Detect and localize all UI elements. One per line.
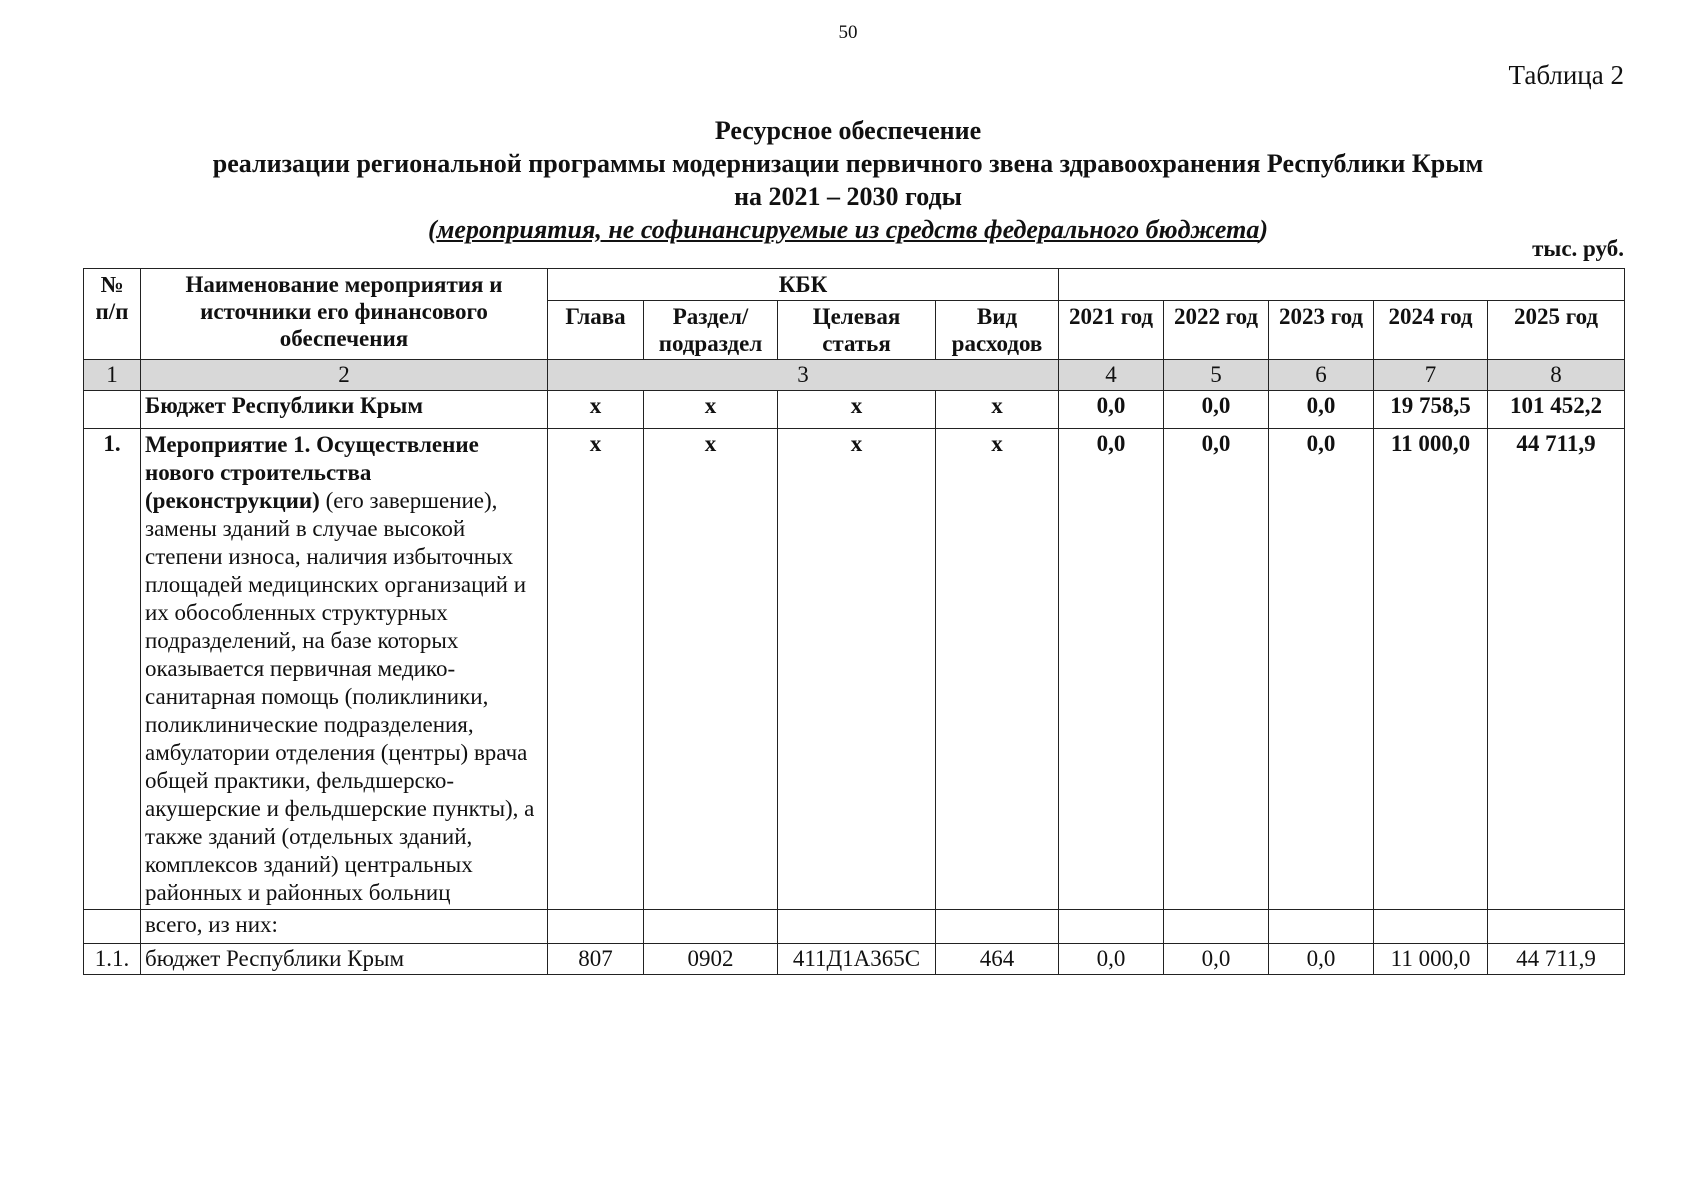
sub-2024: 11 000,0 bbox=[1374, 944, 1488, 975]
measure1-2023: 0,0 bbox=[1269, 429, 1374, 910]
total-2024 bbox=[1374, 910, 1488, 944]
header-years-group bbox=[1059, 269, 1625, 301]
budget-celevaya: х bbox=[778, 391, 936, 429]
document-title bbox=[0, 114, 1696, 246]
budget-glava: х bbox=[548, 391, 644, 429]
col-num-8: 8 bbox=[1488, 360, 1625, 391]
total-no bbox=[84, 910, 141, 944]
header-celevaya: Целевая статья bbox=[778, 301, 936, 360]
header-razdel: Раздел/ подраздел bbox=[644, 301, 778, 360]
measure1-razdel: х bbox=[644, 429, 778, 910]
title-line-2: реализации региональной программы модернизации первичного звена здравоохранения Республики Крым bbox=[212, 149, 1484, 178]
col-num-3: 3 bbox=[548, 360, 1059, 391]
header-col-no: № п/п bbox=[84, 269, 141, 360]
col-num-2: 2 bbox=[141, 360, 548, 391]
sub-celevaya: 411Д1А365С bbox=[778, 944, 936, 975]
total-2025 bbox=[1488, 910, 1625, 944]
subtitle-close-paren: ) bbox=[1259, 215, 1269, 244]
col-num-7: 7 bbox=[1374, 360, 1488, 391]
budget-2021: 0,0 bbox=[1059, 391, 1164, 429]
col-num-5: 5 bbox=[1164, 360, 1269, 391]
measure1-2025: 44 711,9 bbox=[1488, 429, 1625, 910]
sub-vid: 464 bbox=[936, 944, 1059, 975]
total-celevaya bbox=[778, 910, 936, 944]
measure1-name-bold: Мероприятие 1. Осуществление нового строительства (реконструкции) bbox=[145, 432, 479, 513]
total-name: всего, из них: bbox=[141, 910, 548, 944]
subtitle-open-paren: ( bbox=[427, 215, 437, 244]
col-num-1: 1 bbox=[84, 360, 141, 391]
header-kbk: КБК bbox=[548, 269, 1059, 301]
table-label: Таблица 2 bbox=[1508, 60, 1624, 90]
sub-2025: 44 711,9 bbox=[1488, 944, 1625, 975]
sub-glava: 807 bbox=[548, 944, 644, 975]
budget-2024: 19 758,5 bbox=[1374, 391, 1488, 429]
total-razdel bbox=[644, 910, 778, 944]
measure1-name bbox=[141, 429, 548, 910]
total-glava bbox=[548, 910, 644, 944]
title-subtitle bbox=[0, 213, 1696, 246]
col-num-4: 4 bbox=[1059, 360, 1164, 391]
resource-table bbox=[83, 268, 1625, 975]
budget-2023: 0,0 bbox=[1269, 391, 1374, 429]
sub-name: бюджет Республики Крым bbox=[141, 944, 548, 975]
column-number-row bbox=[84, 360, 1625, 391]
measure1-2021: 0,0 bbox=[1059, 429, 1164, 910]
title-line-3: на 2021 – 2030 годы bbox=[734, 182, 962, 211]
total-2022 bbox=[1164, 910, 1269, 944]
header-2023: 2023 год bbox=[1269, 301, 1374, 360]
table-row-sub-1-1 bbox=[84, 944, 1625, 975]
measure1-no: 1. bbox=[84, 429, 141, 910]
header-2021: 2021 год bbox=[1059, 301, 1164, 360]
table-row-measure-1 bbox=[84, 429, 1625, 910]
budget-2022: 0,0 bbox=[1164, 391, 1269, 429]
header-2024: 2024 год bbox=[1374, 301, 1488, 360]
measure1-vid: х bbox=[936, 429, 1059, 910]
measure1-2024: 11 000,0 bbox=[1374, 429, 1488, 910]
sub-no: 1.1. bbox=[84, 944, 141, 975]
total-vid bbox=[936, 910, 1059, 944]
sub-2022: 0,0 bbox=[1164, 944, 1269, 975]
budget-2025: 101 452,2 bbox=[1488, 391, 1625, 429]
header-glava: Глава bbox=[548, 301, 644, 360]
budget-no bbox=[84, 391, 141, 429]
total-2021 bbox=[1059, 910, 1164, 944]
page-number: 50 bbox=[838, 22, 858, 43]
budget-name: Бюджет Республики Крым bbox=[141, 391, 548, 429]
total-2023 bbox=[1269, 910, 1374, 944]
measure1-glava: х bbox=[548, 429, 644, 910]
header-col-name: Наименование мероприятия и источники его финансового обеспечения bbox=[141, 269, 548, 360]
measure1-celevaya: х bbox=[778, 429, 936, 910]
subtitle-text: мероприятия, не софинансируемые из средств федерального бюджета bbox=[436, 215, 1260, 244]
sub-razdel: 0902 bbox=[644, 944, 778, 975]
header-row-1 bbox=[84, 269, 1625, 301]
table-row-total bbox=[84, 910, 1625, 944]
title-line-1: Ресурсное обеспечение bbox=[714, 116, 982, 145]
header-vid: Вид расходов bbox=[936, 301, 1059, 360]
budget-vid: х bbox=[936, 391, 1059, 429]
header-2025: 2025 год bbox=[1488, 301, 1625, 360]
measure1-name-rest: (его завершение), замены зданий в случае высокой степени износа, наличия избыточных площадей медицинских организаций и их обособленных структурных подразделений, на базе которых оказывается первичная медико-санитарная помощь (поликлиники, поликлинические подразделения, амбулатории отделения (центры) врача общей практики, фельдшерско-акушерские и фельдшерские пункты), а также зданий (отдельных зданий, комплексов зданий) центральных районных и районных больниц bbox=[145, 488, 535, 905]
table-row-budget bbox=[84, 391, 1625, 429]
measure1-2022: 0,0 bbox=[1164, 429, 1269, 910]
sub-2021: 0,0 bbox=[1059, 944, 1164, 975]
budget-razdel: х bbox=[644, 391, 778, 429]
sub-2023: 0,0 bbox=[1269, 944, 1374, 975]
col-num-6: 6 bbox=[1269, 360, 1374, 391]
header-2022: 2022 год bbox=[1164, 301, 1269, 360]
units-label: тыс. руб. bbox=[1532, 236, 1624, 261]
